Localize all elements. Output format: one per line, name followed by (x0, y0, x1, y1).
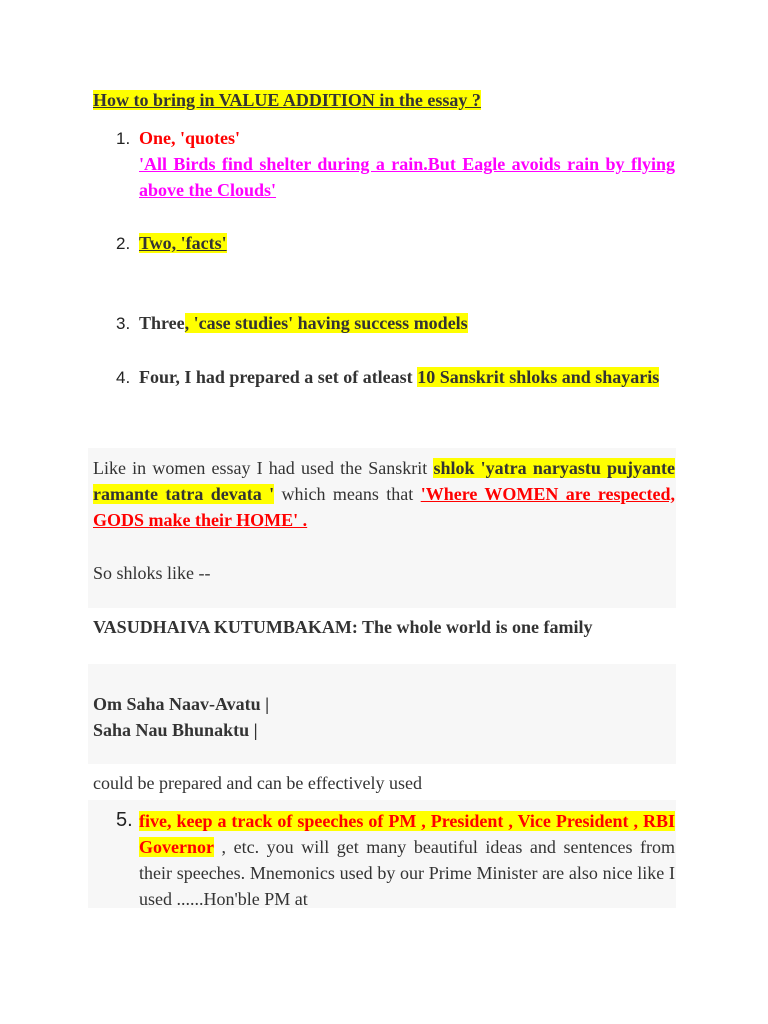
prepared-line: could be prepared and can be effectively used (93, 773, 423, 793)
list-number-5: 5. (116, 809, 133, 831)
list-number-1: 1. (116, 129, 131, 148)
heading-text: How to bring in VALUE ADDITION in the essay ? (93, 90, 481, 110)
list-item-4 (139, 364, 669, 390)
women-intro: Like in women essay I had used the Sanskrit (93, 458, 434, 478)
women-shlok: shlok 'yatra naryastu pujyante ramante tatra devata ' (93, 458, 676, 504)
item-2-label: Two, 'facts' (139, 233, 227, 253)
item-3-label-plain: Three (139, 313, 185, 333)
list-number-2: 2. (116, 234, 131, 253)
list-item-1 (139, 125, 675, 203)
om-saha-line-2: Saha Nau Bhunaktu | (93, 720, 258, 740)
item-3-label-highlight: , 'case studies' having success models (184, 313, 468, 333)
list-item-3 (139, 310, 675, 336)
vasudhaiva-line: VASUDHAIVA KUTUMBAKAM: The whole world is one family (93, 617, 593, 637)
item-1-label: One, 'quotes' (139, 128, 241, 148)
item-1-quote: 'All Birds find shelter during a rain.But Eagle avoids rain by flying above the Clouds' (139, 154, 675, 200)
page-heading (93, 87, 481, 113)
women-meaning: 'Where WOMEN are respected, GODS make their HOME' . (93, 484, 675, 530)
women-middle: which means that (274, 484, 421, 504)
so-shloks-text: So shloks like -- (93, 563, 211, 583)
list-item-2 (139, 230, 675, 256)
women-essay-paragraph (93, 455, 675, 533)
item-4-label-plain: Four, I had prepared a set of atleast (139, 367, 418, 387)
list-item-5 (139, 808, 675, 912)
om-saha-line-1: Om Saha Naav-Avatu | (93, 694, 270, 714)
item-5-highlight: five, keep a track of speeches of PM , President , Vice President , RBI Governor (139, 811, 675, 857)
item-4-label-highlight: 10 Sanskrit shloks and shayaris (417, 367, 660, 387)
list-number-4: 4. (116, 368, 131, 387)
item-5-rest: , etc. you will get many beautiful ideas and sentences from their speeches. Mnemonics used by our Prime Minister are also nice like I used ......Hon'ble PM at (139, 837, 675, 909)
list-number-3: 3. (116, 314, 131, 333)
